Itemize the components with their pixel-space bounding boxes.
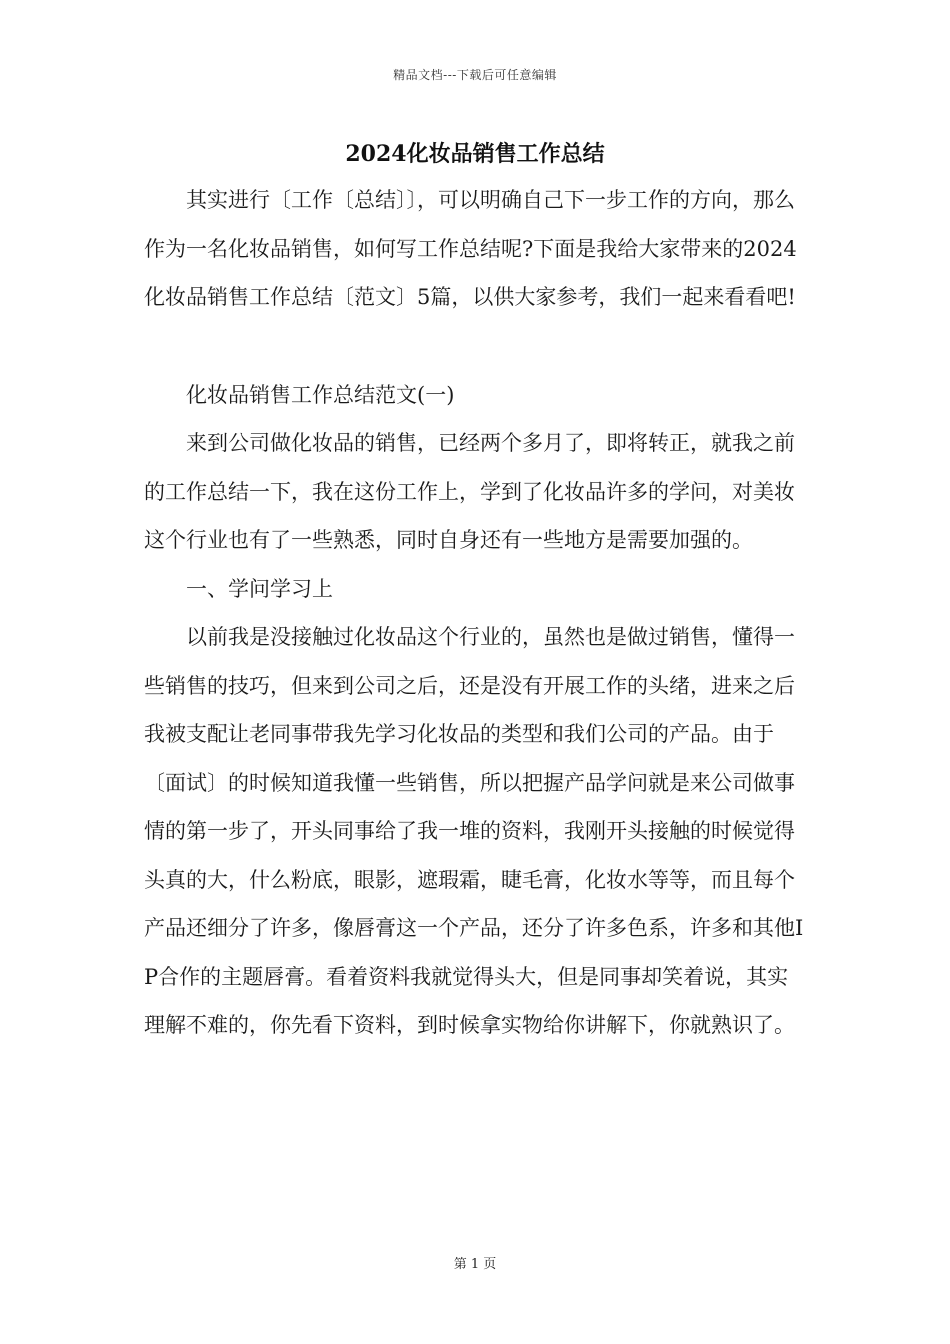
document-body xyxy=(144,176,809,1050)
document-title: 2024化妆品销售工作总结 xyxy=(345,141,605,167)
body-paragraph-2: 以前我是没接触过化妆品这个行业的，虽然也是做过销售，懂得一些销售的技巧，但来到公司之后，还是没有开展工作的头绪，进来之后我被支配让老同事带我先学习化妆品的类型和我们公司的产品。由于〔面试〕的时候知道我懂一些销售，所以把握产品学问就是来公司做事情的第一步了，开头同事给了我一堆的资料，我刚开头接触的时候觉得头真的大，什么粉底，眼影，遮瑕霜，睫毛膏，化妆水等等，而且每个产品还细分了许多，像唇膏这一个产品，还分了许多色系，许多和其他IP合作的主题唇膏。看着资料我就觉得头大，但是同事却笑着说，其实理解不难的，你先看下资料，到时候拿实物给你讲解下，你就熟识了。 xyxy=(144,625,804,1037)
body-paragraph-1: 来到公司做化妆品的销售，已经两个多月了，即将转正，就我之前的工作总结一下，我在这份工作上，学到了化妆品许多的学问，对美妆这个行业也有了一些熟悉，同时自身还有一些地方是需要加强的。 xyxy=(144,431,795,552)
section-title: 化妆品销售工作总结范文(一) xyxy=(186,382,455,407)
page-number: 第 1 页 xyxy=(453,1257,497,1272)
page-header: 精品文档---下载后可任意编辑 xyxy=(393,68,557,82)
intro-paragraph: 其实进行〔工作〔总结〕〕，可以明确自己下一步工作的方向，那么作为一名化妆品销售，如何写工作总结呢?下面是我给大家带来的2024化妆品销售工作总结〔范文〕5篇，以供大家参考，我们一起来看看吧! xyxy=(144,188,797,309)
subheading-1: 一、学问学习上 xyxy=(186,576,333,601)
